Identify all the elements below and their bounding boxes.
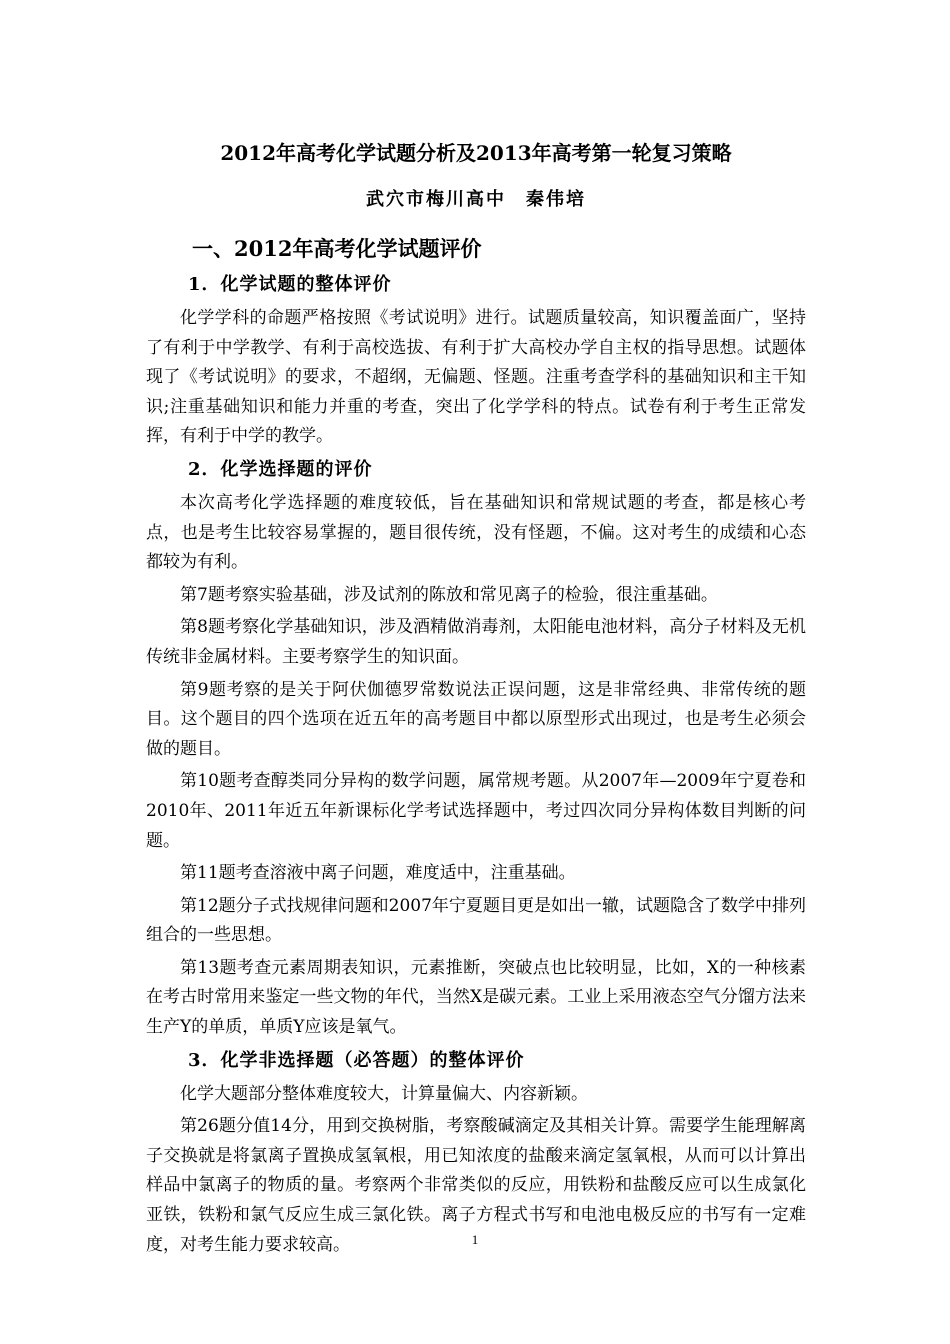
paragraph: 本次高考化学选择题的难度较低，旨在基础知识和常规试题的考查，都是核心考点，也是考生比较容易掌握的，题目很传统，没有怪题，不偏。这对考生的成绩和心态都较为有利。 [146, 492, 806, 573]
document-body [146, 270, 806, 1263]
subsection-heading-1: 1．化学试题的整体评价 [188, 274, 392, 295]
paragraph: 第10题考查醇类同分异构的数学问题，属常规考题。从2007年—2009年宁夏卷和2010年、2011年近五年新课标化学考试选择题中，考过四次同分异构体数目判断的问题。 [146, 771, 806, 851]
paragraph: 第11题考查溶液中离子问题，难度适中，注重基础。 [180, 863, 576, 884]
paragraph: 第7题考察实验基础，涉及试剂的陈放和常见离子的检验，很注重基础。 [180, 584, 718, 605]
subsection-heading-2: 2．化学选择题的评价 [188, 458, 373, 480]
paragraph: 第8题考察化学基础知识，涉及酒精做消毒剂，太阳能电池材料，高分子材料及无机传统非金属材料。主要考察学生的知识面。 [146, 617, 806, 667]
paragraph: 第12题分子式找规律问题和2007年宁夏题目更是如出一辙，试题隐含了数学中排列组合的一些思想。 [146, 895, 806, 946]
page-number: 1 [471, 1232, 479, 1247]
paragraph: 化学学科的命题严格按照《考试说明》进行。试题质量较高，知识覆盖面广，坚持了有利于中学教学、有利于高校选拔、有利于扩大高校办学自主权的指导思想。试题体现了《考试说明》的要求，不超纲，无偏题、怪题。注重考查学科的基础知识和主干知识;注重基础知识和能力并重的考查，突出了化学学科的特点。试卷有利于考生正常发挥，有利于中学的教学。 [146, 308, 806, 447]
paragraph: 第9题考察的是关于阿伏伽德罗常数说法正误问题，这是非常经典、非常传统的题目。这个题目的四个选项在近五年的高考题目中都以原型形式出现过，也是考生必须会做的题目。 [146, 679, 806, 759]
subsection-heading-3: 3．化学非选择题（必答题）的整体评价 [188, 1049, 525, 1071]
document-title: 2012年高考化学试题分析及2013年高考第一轮复习策略 [220, 141, 732, 165]
document-author: 武穴市梅川高中 秦伟培 [366, 189, 586, 210]
paragraph: 第26题分值14分，用到交换树脂，考察酸碱滴定及其相关计算。需要学生能理解离子交换就是将氯离子置换成氢氧根，用已知浓度的盐酸来滴定氢氧根，从而可以计算出样品中氯离子的物质的量。考察两个非常类似的反应，用铁粉和盐酸反应可以生成氯化亚铁，铁粉和氯气反应生成三氯化铁。离子方程式书写和电池电极反应的书写有一定难度，对考生能力要求较高。 [146, 1116, 806, 1255]
paragraph: 化学大题部分整体难度较大，计算量偏大、内容新颖。 [180, 1083, 588, 1104]
paragraph: 第13题考查元素周期表知识，元素推断，突破点也比较明显，比如，X的一种核素在考古时常用来鉴定一些文物的年代，当然X是碳元素。工业上采用液态空气分馏方法来生产Y的单质，单质Y应该是氧气。 [146, 957, 806, 1038]
section-heading: 一、2012年高考化学试题评价 [192, 236, 482, 261]
